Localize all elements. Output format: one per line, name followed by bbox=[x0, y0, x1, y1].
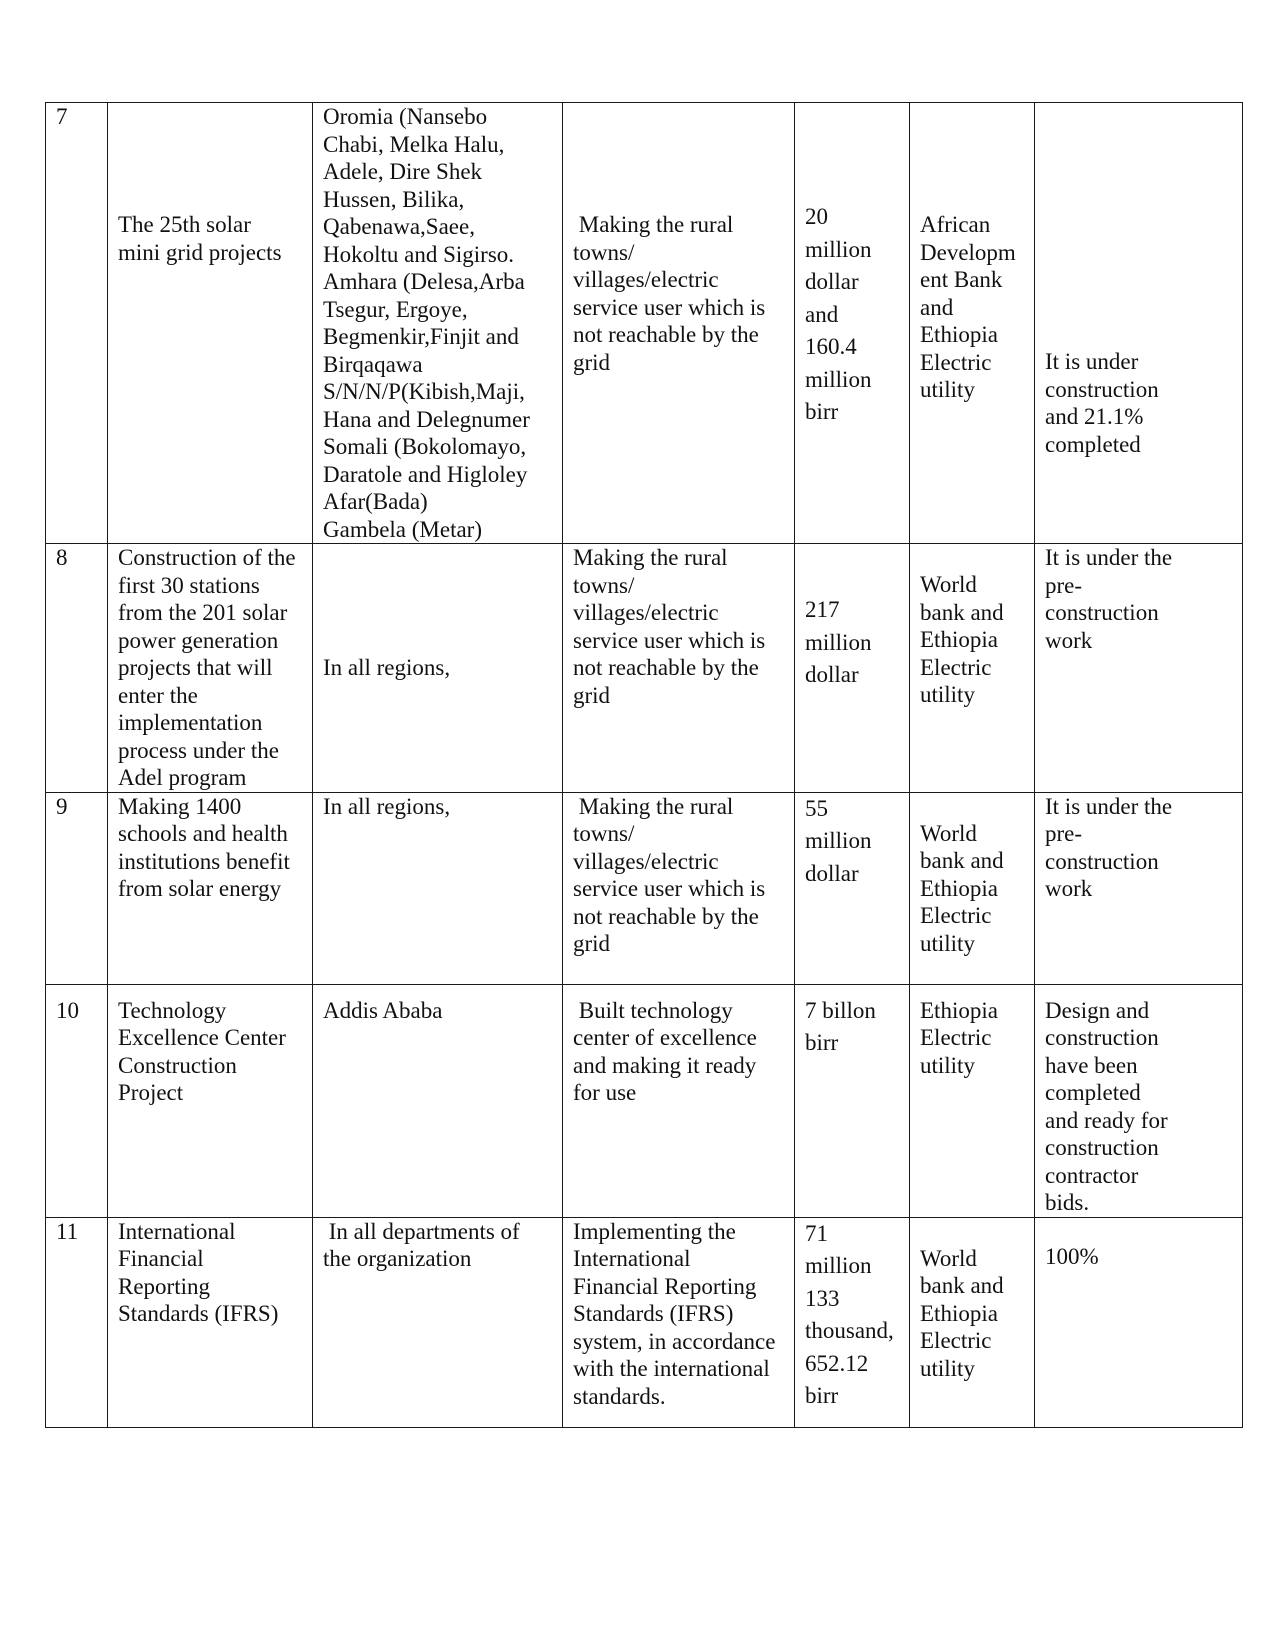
row-number: 7 bbox=[46, 103, 108, 544]
budget-cell: 7 billon birr bbox=[795, 984, 910, 1217]
table-row bbox=[46, 103, 1243, 544]
financer-cell: World bank and Ethiopia Electric utility bbox=[910, 792, 1035, 984]
financer-cell: World bank and Ethiopia Electric utility bbox=[910, 1217, 1035, 1427]
objective-cell: Making the rural towns/ villages/electric service user which is not reachable by the grid bbox=[563, 792, 795, 984]
budget-cell: 217 million dollar bbox=[795, 544, 910, 793]
financer-cell: World bank and Ethiopia Electric utility bbox=[910, 544, 1035, 793]
budget-cell: 71 million 133 thousand, 652.12 birr bbox=[795, 1217, 910, 1427]
status-cell: 100% bbox=[1035, 1217, 1243, 1427]
row-number: 9 bbox=[46, 792, 108, 984]
table-row bbox=[46, 1217, 1243, 1427]
location-cell: Addis Ababa bbox=[313, 984, 563, 1217]
objective-cell: Implementing the International Financial Reporting Standards (IFRS) system, in accordance with the international standards. bbox=[563, 1217, 795, 1427]
row-number: 8 bbox=[46, 544, 108, 793]
status-cell: It is under the pre- construction work bbox=[1035, 544, 1243, 793]
table-row bbox=[46, 984, 1243, 1217]
status-cell: It is under the pre- construction work bbox=[1035, 792, 1243, 984]
financer-cell: African Developm ent Bank and Ethiopia Electric utility bbox=[910, 103, 1035, 544]
objective-cell: Built technology center of excellence and making it ready for use bbox=[563, 984, 795, 1217]
location-cell: In all regions, bbox=[313, 544, 563, 793]
status-cell: It is under construction and 21.1% completed bbox=[1035, 103, 1243, 544]
budget-cell: 55 million dollar bbox=[795, 792, 910, 984]
objective-cell: Making the rural towns/ villages/electric service user which is not reachable by the grid bbox=[563, 103, 795, 544]
row-number: 10 bbox=[46, 984, 108, 1217]
location-cell: Oromia (Nansebo Chabi, Melka Halu, Adele, Dire Shek Hussen, Bilika, Qabenawa,Saee, Hokoltu and Sigirso. Amhara (Delesa,Arba Tsegur, Ergoye, Begmenkir,Finjit and Birqaqawa S/N/N/P(Kibish,Maji, Hana and Delegnumer Somali (Bokolomayo, Daratole and Higloley Afar(Bada) Gambela (Metar) bbox=[313, 103, 563, 544]
table-row bbox=[46, 792, 1243, 984]
location-cell: In all departments of the organization bbox=[313, 1217, 563, 1427]
location-cell: In all regions, bbox=[313, 792, 563, 984]
status-cell: Design and construction have been completed and ready for construction contractor bids. bbox=[1035, 984, 1243, 1217]
objective-cell: Making the rural towns/ villages/electric service user which is not reachable by the grid bbox=[563, 544, 795, 793]
project-cell: International Financial Reporting Standards (IFRS) bbox=[108, 1217, 313, 1427]
project-cell: The 25th solar mini grid projects bbox=[108, 103, 313, 544]
row-number: 11 bbox=[46, 1217, 108, 1427]
financer-cell: Ethiopia Electric utility bbox=[910, 984, 1035, 1217]
project-cell: Construction of the first 30 stations from the 201 solar power generation projects that will enter the implementation process under the Adel program bbox=[108, 544, 313, 793]
budget-cell: 20 million dollar and 160.4 million birr bbox=[795, 103, 910, 544]
project-cell: Making 1400 schools and health institutions benefit from solar energy bbox=[108, 792, 313, 984]
table-row bbox=[46, 544, 1243, 793]
project-cell: Technology Excellence Center Construction Project bbox=[108, 984, 313, 1217]
project-table bbox=[45, 102, 1243, 1428]
